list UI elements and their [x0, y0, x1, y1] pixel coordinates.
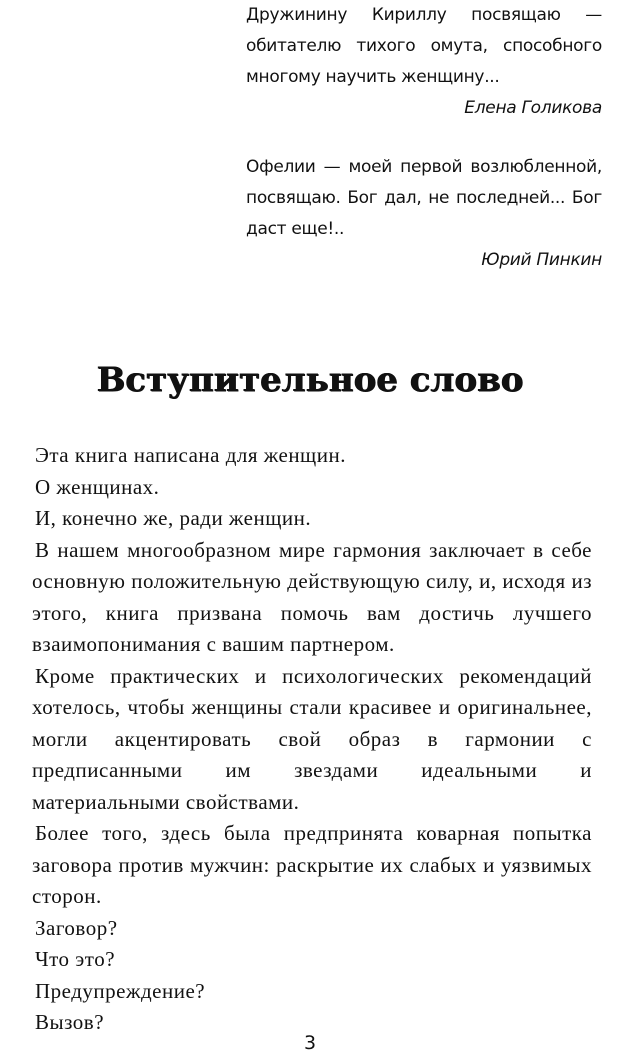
dedication-ofelia [246, 152, 602, 276]
dedication-author: Елена Голикова [464, 98, 602, 118]
paragraph: И, конечно же, ради женщин. [35, 506, 312, 530]
paragraph: О женщинах. [35, 474, 160, 499]
page-number: 3 [303, 1032, 317, 1054]
paragraph: Кроме практических и психологических рекомендаций хотелось, чтобы женщины стали красивее и оригинальнее, могли акцентировать свой образ в гармонии с предписанными им звездами идеальными и материальными свойствами. [32, 663, 592, 814]
paragraph: Вызов? [35, 1010, 105, 1034]
paragraph: В нашем многообразном мире гармония заключает в себе основную положительную действующую силу, и, исходя из этого, книга призвана помочь вам достичь лучшего взаимопонимания с вашим партнером. [32, 537, 592, 656]
paragraph: Заговор? [35, 915, 118, 940]
dedication-text: Дружинину Кириллу посвящаю — обитателю тихого омута, способного многому научить женщину... [246, 5, 602, 87]
dedication-text: Офелии — моей первой возлюбленной, посвящаю. Бог дал, не последней... Бог даст еще!.. [246, 157, 602, 239]
paragraph: Что это? [35, 947, 116, 971]
dedication-author: Юрий Пинкин [481, 250, 602, 270]
chapter-title: Вступительное слово [96, 360, 524, 400]
paragraph: Эта книга написана для женщин. [35, 443, 346, 467]
chapter-body [32, 440, 592, 1039]
dedication-kirill [246, 0, 602, 124]
paragraph: Предупреждение? [35, 978, 206, 1003]
paragraph: Более того, здесь была предпринята коварная попытка заговора против мужчин: раскрытие их слабых и уязвимых сторон. [32, 821, 592, 908]
